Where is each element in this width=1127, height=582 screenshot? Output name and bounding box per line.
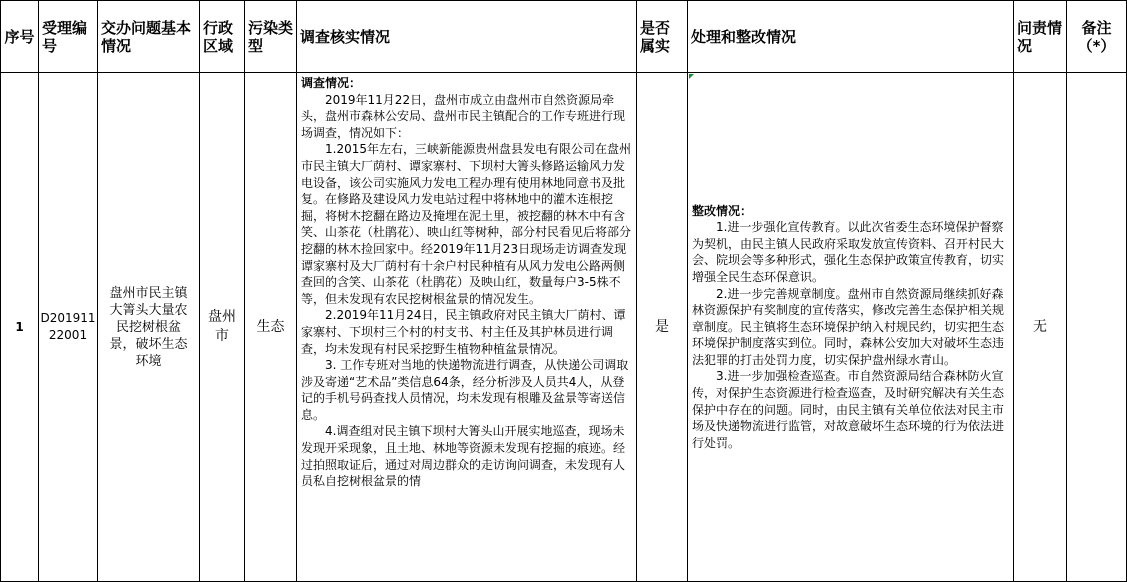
cell-rectification [688, 73, 1014, 582]
header-investigation: 调查核实情况 [297, 1, 637, 73]
investigation-paragraph: 2019年11月22日，盘州市成立由盘州市自然资源局牵头，盘州市森林公安局、盘州市民主镇配合的工作专班进行现场调查，情况如下： [301, 92, 626, 140]
cell-pollution-type: 生态 [245, 73, 297, 582]
cell-region: 盘州市 [200, 73, 245, 582]
cell-issue: 盘州市民主镇大箐头大量农民挖树根盆景，破坏生态环境 [98, 73, 200, 582]
cell-remarks [1067, 73, 1127, 582]
rectification-paragraph: 1.进一步强化宣传教育。以此次省委生态环境保护督察为契机，由民主镇人民政府采取发放宣传资料、召开村民大会、院坝会等多种形式，强化生态保护政策宣传教育，切实增强全民生态环保意识。 [692, 220, 1005, 284]
rectification-paragraph: 3.进一步加强检查巡查。市自然资源局结合森林防火宣传，对保护生态资源进行检查巡查，及时研究解决有关生态保护中存在的问题。同时，由民主镇有关单位依法对民主市场及快递物流进行监管，对故意破坏生态环境的行为依法进行处罚。 [692, 369, 1005, 450]
investigation-paragraph: 3. 工作专班对当地的快递物流进行调查，从快递公司调取涉及寄递“艺术品”类信息64条，经分析涉及人员共4人，从登记的手机号码查找人员情况，均未发现有根雕及盆景等寄送信息。 [301, 358, 629, 422]
header-pollution-type: 污染类型 [245, 1, 297, 73]
header-rectification: 处理和整改情况 [688, 1, 1014, 73]
investigation-paragraph: 4.调查组对民主镇下坝村大箐头山开展实地巡查，现场未发现开采现象，且土地、林地等资源未发现有挖掘的痕迹。经过拍照取证后，通过对周边群众的走访询问调查，未发现有人员私自挖树根盆景的情 [301, 424, 626, 489]
cell-seq: 1 [1, 73, 39, 582]
investigation-title: 调查情况： [301, 76, 362, 90]
header-row [1, 1, 1127, 73]
investigation-paragraph: 1.2015年左右，三峡新能源贵州盘县发电有限公司在盘州市民主镇大厂荫村、谭家寨村、下坝村大箐头修路运输风力发电设备，该公司实施风力发电工程办理有使用林地同意书及批复。在修路及建设风力发电站过程中将林地中的灌木连根挖掘，将树木挖翻在路边及掩埋在泥土里，被挖翻的林木中有含笑、山茶花（杜鹃花）、映山红等树种，部分村民看见后将部分挖翻的林木捡回家中。经2019年11月23日现场走访调查发现谭家寨村及大厂荫村有十余户村民种植有从风力发电公路两侧查回的含笑、山茶花（杜鹃花）及映山红，数量每户3-5株不等，但未发现有农民挖树根盆景的情况发生。 [301, 142, 632, 306]
header-receipt-no: 受理编号 [39, 1, 98, 73]
header-is-true: 是否属实 [637, 1, 688, 73]
rectification-paragraph: 2.进一步完善规章制度。盘州市自然资源局继续抓好森林资源保护有奖制度的宣传落实，修改完善生态保护相关规章制度。民主镇将生态环境保护纳入村规民约，切实把生态环境保护制度落实到位。同时，森林公安加大对破坏生态违法犯罪的打击处罚力度，切实保护盘州绿水青山。 [692, 286, 1005, 367]
header-region: 行政区域 [200, 1, 245, 73]
header-seq: 序号 [1, 1, 39, 73]
cell-is-true: 是 [637, 73, 688, 582]
cell-accountability: 无 [1014, 73, 1067, 582]
investigation-paragraph: 2.2019年11月24日，民主镇政府对民主镇大厂荫村、谭家寨村、下坝村三个村的村支书、村主任及其护林员进行调查，均未发现有村民采挖野生植物种植盆景情况。 [301, 308, 626, 356]
header-accountability: 问责情况 [1014, 1, 1067, 73]
table-row [1, 73, 1127, 582]
cell-comment-mark [689, 74, 694, 79]
rectification-title: 整改情况： [692, 203, 753, 218]
header-remarks: 备注（*） [1067, 1, 1127, 73]
cell-receipt-no: D201911 22001 [39, 73, 98, 582]
cell-investigation [297, 73, 637, 582]
header-issue: 交办问题基本情况 [98, 1, 200, 73]
